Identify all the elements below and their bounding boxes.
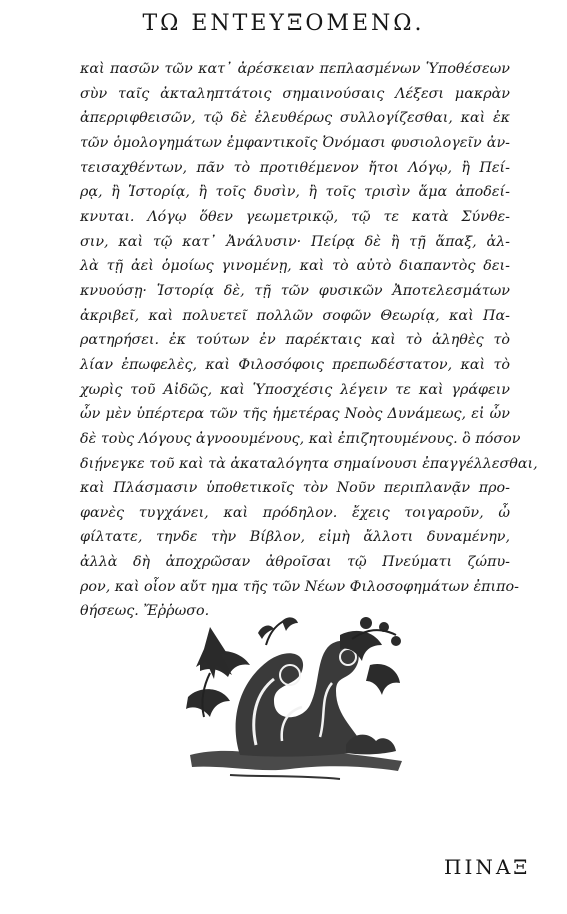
text-line: κνυται. Λόγῳ ὅθεν γεωμετρικῷ, τῷ τε κατὰ Σύνθε- (80, 208, 510, 225)
text-line: θήσεως. Ἔῤῥωσο. (80, 603, 210, 620)
body-text (80, 57, 538, 624)
text-line: χωρὶς τοῦ Αἰδῶς, καὶ Ὑποσχέσις λέγειν τε καὶ γράφειν (80, 381, 510, 398)
text-line: δὲ τοὺς Λόγους ἀγνοουμένους, καὶ ἐπιζητουμένους. ὃ πόσον (80, 430, 521, 447)
text-line: λίαν ἐπωφελὲς, καὶ Φιλοσόφοις πρεπωδέστατον, καὶ τὸ (80, 356, 510, 373)
text-line: φίλτατε, τηνδε τὴν Βίβλον, εἰμὴ ἄλλοτι δυναμένην, (80, 529, 510, 546)
text-line: φανὲς τυγχάνει, καὶ πρόδηλον. ἔχεις τοιγαροῦν, ὦ (80, 504, 510, 521)
text-line: ἀλλὰ δὴ ἀποχρῶσαν ἀθροῖσαι τῷ Πνεύματι ζώπυ- (80, 554, 510, 571)
text-line: καὶ Πλάσμασιν ὑποθετικοῖς τὸν Νοῦν περιπλανᾷν προ- (80, 480, 510, 497)
text-line: ἀπερριφθεισῶν, τῷ δὲ ἐλευθέρως συλλογίζεσθαι, καὶ ἐκ (80, 110, 510, 127)
text-line: τῶν ὁμολογημάτων ἐμφαντικοῖς Ὀνόμασι φυσιολογεῖν ἀν- (80, 134, 510, 151)
text-line: σὺν ταῖς ἀκταληπτάτοις σημαινούσαις Λέξεσι μακρὰν (80, 85, 510, 102)
text-line: ρᾳ, ἢ Ἱστορίᾳ, ἢ τοῖς δυσὶν, ἢ τοῖς τρισὶν ἅμα ἀποδεί- (80, 184, 510, 201)
text-line: τεισαχθέντων, πᾶν τὸ προτιθέμενον ἤτοι Λόγῳ, ἢ Πεί- (80, 159, 510, 176)
text-line: διῄνεγκε τοῦ καὶ τὰ ἀκαταλόγητα σημαίνουσι ἐπαγγέλλεσθαι, (80, 455, 538, 472)
text-line: κνυούσῃ· Ἱστορίᾳ δὲ, τῇ τῶν φυσικῶν Ἀποτελεσμάτων (80, 282, 510, 299)
text-line: καὶ πασῶν τῶν κατ᾿ ἀρέσκειαν πεπλασμένων Ὑποθέσεων (80, 61, 510, 77)
text-line: ρατηρήσει. ἐκ τούτων ἐν παρέκταις καὶ τὸ ἀληθὲς τὸ (80, 332, 510, 349)
text-line: ἀκριβεῖ, καὶ πολυετεῖ πολλῶν σοφῶν Θεωρίᾳ, καὶ Πα- (80, 307, 510, 324)
text-line: ρον, καὶ οἷον αὔτ ημα τῆς τῶν Νέων Φιλοσοφημάτων ἐπιπο- (80, 578, 519, 595)
catchword: ΠΙΝΑΞ (444, 855, 531, 879)
text-line: ὧν μὲν ὑπέρτερα τῶν τῆς ἡμετέρας Νοὸς Δυνάμεως, εἰ ὧν (80, 406, 510, 423)
page-header: ΤΩ ΕΝΤΕΥΞΟΜΕΝΩ. (142, 11, 425, 36)
rococo-ornament (170, 605, 410, 795)
text-line: λὰ τῇ ἀεὶ ὁμοίως γινομένῃ, καὶ τὸ αὐτὸ διαπαντὸς δει- (80, 258, 510, 275)
text-line: σιν, καὶ τῷ κατ᾿ Ἀνάλυσιν· Πείρᾳ δὲ ἢ τῇ ἅπαξ, ἀλ- (80, 233, 510, 250)
